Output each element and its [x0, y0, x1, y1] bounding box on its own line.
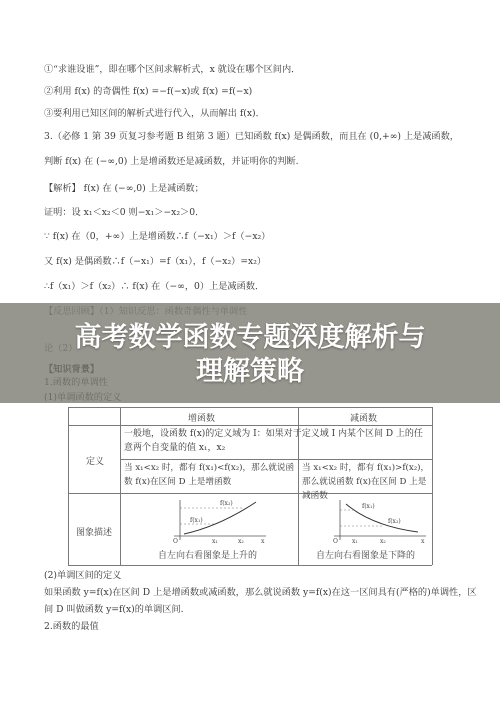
- caption-increasing: 自左向右看图象是上升的: [158, 551, 258, 561]
- text-line: ②利用 f(x) 的奇偶性 f(x) =−f(−x)或 f(x) =f(−x): [44, 86, 253, 97]
- text-line: ∵ f(x) 在（0，+∞）上是增函数∴f（−x₁）＞f（−x₂）: [44, 231, 271, 242]
- row-header-definition: 定义: [86, 457, 105, 467]
- caption-decreasing: 自左向右看图象是下降的: [316, 551, 416, 561]
- banner-title-line2: 理解策略: [196, 356, 304, 387]
- increasing-graph-icon: [160, 496, 270, 544]
- graph-label: x₁: [352, 538, 358, 544]
- text-line: ∴f（x₁）＞f（x₂）∴ f(x) 在（−∞，0）上是减函数．: [44, 281, 265, 292]
- definition-increasing: 当 x₁<x₂ 时，都有 f(x₁)<f(x₂)，那么就说函数 f(x)在区间 D 上是增函数: [124, 463, 295, 487]
- definition-common: 一般地，设函数 f(x)的定义域为 I：如果对于定义域 I 内某个区间 D 上的任意两个自变量的值 x₁，x₂: [124, 429, 423, 453]
- graph-label: x₂: [238, 538, 244, 544]
- graph-label: O: [333, 538, 338, 544]
- decreasing-graph-icon: [322, 496, 432, 544]
- graph-label: x: [421, 538, 425, 544]
- text-line: 判断 f(x) 在 (−∞,0) 上是增函数还是减函数，并证明你的判断.: [44, 156, 299, 167]
- col-header-increasing: 增函数: [188, 414, 216, 424]
- graph-label: x: [261, 538, 265, 544]
- col-header-decreasing: 减函数: [350, 414, 378, 424]
- definition-decreasing: 当 x₁<x₂ 时，都有 f(x₁)>f(x₂)，那么就说函数 f(x)在区间 D 上是减函数: [302, 463, 430, 501]
- graph-label: x₁: [212, 538, 218, 544]
- graph-label: f(x₁): [362, 503, 375, 510]
- text-line: ③要利用已知区间的解析式进行代入，从而解出 f(x)．: [44, 108, 265, 119]
- graph-label: O: [173, 538, 178, 544]
- text-line: 间 D 叫做函数 y=f(x)的单调区间.: [44, 604, 184, 615]
- banner-title-line1: 高考数学函数专题深度解析与: [74, 322, 426, 353]
- banner-title: [0, 321, 500, 389]
- row-header-graph: 图象描述: [76, 528, 113, 538]
- text-line: 如果函数 y=f(x)在区间 D 上是增函数或减函数，那么就说函数 y=f(x)在这一区间具有(严格的)单调性，区: [44, 587, 477, 598]
- graph-label: f(x₁): [190, 517, 203, 524]
- text-line: 2.函数的最值: [44, 621, 99, 632]
- text-line: ①“求谁设谁”，即在哪个区间求解析式，x 就设在哪个区间内．: [44, 64, 301, 75]
- text-line: (2)单调区间的定义: [44, 570, 122, 581]
- text-line: 又 f(x) 是偶函数∴f（−x₁）=f（x₁），f（−x₂）=x₂）: [44, 256, 267, 267]
- problem-title: 3.（必修 1 第 39 页复习参考题 B 组第 3 题）已知函数 f(x) 是偶函数，而且在 (0,+∞) 上是减函数，: [44, 131, 459, 142]
- graph-label: f(x₂): [388, 518, 401, 525]
- graph-label: f(x₂): [220, 500, 233, 507]
- text-line: 证明：设 x₁＜x₂＜0 则−x₁＞−x₂＞0．: [44, 207, 205, 218]
- graph-label: x₂: [380, 538, 386, 544]
- text-line: 【解析】 f(x) 在 (−∞,0) 上是减函数；: [44, 183, 204, 194]
